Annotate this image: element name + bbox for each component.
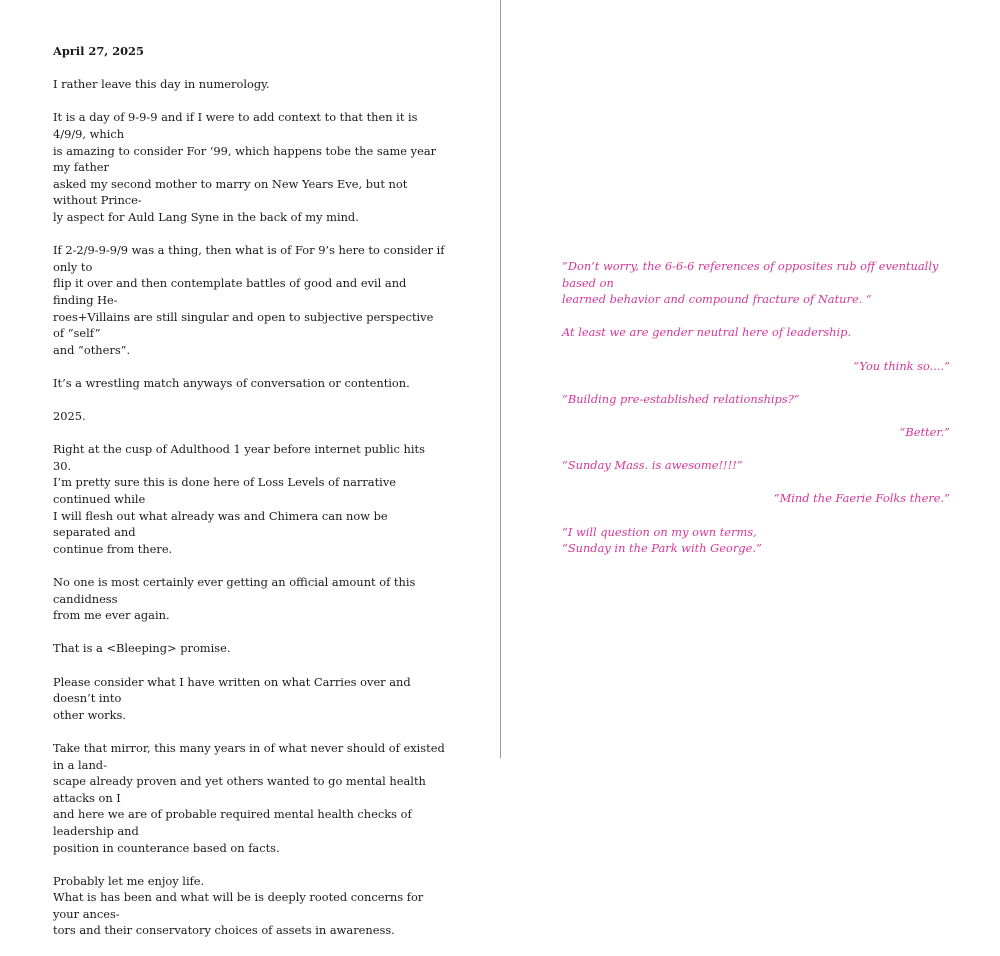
paragraph: It’s a wrestling match anyways of conversation or contention. <box>53 375 410 390</box>
right-page <box>501 0 1000 758</box>
paragraph: Take that mirror, this many years in of what never should of existed in a land- scape already proven and yet others wanted to go mental health attacks on I and here we are of probable required mental health checks of leadership and position in counterance based on facts. <box>53 740 445 855</box>
dialogue-block <box>562 258 950 573</box>
paragraph: If 2-2/9-9-9/9 was a thing, then what is of For 9’s here to consider if only to flip it over and then contemplate battles of good and evil and finding He- roes+Villains are still singular and open to subjective perspective of “self” and “others”. <box>53 243 445 357</box>
paragraph: Probably let me enjoy life. What is has been and what will be is deeply rooted concerns for your ances- tors and their conservatory choices of assets in awareness. <box>53 873 424 938</box>
dialogue-line: “Don’t worry, the 6-6-6 references of opposites rub off eventually based on learned behavior and compound fracture of Nature. “ <box>562 259 939 307</box>
paragraph: Please consider what I have written on what Carries over and doesn’t into other works. <box>53 674 411 722</box>
dialogue-line: “Mind the Faerie Folks there.” <box>773 491 950 506</box>
dialogue-line: “I will question on my own terms, “Sunday in the Park with George.” <box>562 524 762 556</box>
left-page-body <box>53 43 445 956</box>
paragraph: 2025. <box>53 409 86 424</box>
dialogue-line: “Building pre-established relationships?” <box>562 391 800 406</box>
paragraph: Right at the cusp of Adulthood 1 year before internet public hits 30. I’m pretty sure this is done here of Loss Levels of narrative continued while I will flesh out what already was and Chimera can now be separated and continue from there. <box>53 442 425 556</box>
dialogue-line: “Sunday Mass. is awesome!!!!” <box>562 458 743 473</box>
paragraph: I rather leave this day in numerology. <box>53 77 270 92</box>
paragraph: No one is most certainly ever getting an official amount of this candidness from me ever again. <box>53 575 416 623</box>
paragraph: That is a <Bleeping> promise. <box>53 641 231 656</box>
paragraph: It is a day of 9-9-9 and if I were to add context to that then it is 4/9/9, which is amazing to consider For ‘99, which happens tobe the same year my father asked my second mother to marry on New Years Eve, but not without Prince- ly aspect for Auld Lang Syne in the back of my mind. <box>53 110 437 224</box>
left-page <box>0 0 500 938</box>
dialogue-line: “You think so....” <box>853 358 950 373</box>
dialogue-line: “Better.” <box>899 424 950 439</box>
dialogue-line: At least we are gender neutral here of leadership. <box>562 325 852 340</box>
entry-date: April 27, 2025 <box>53 44 144 58</box>
